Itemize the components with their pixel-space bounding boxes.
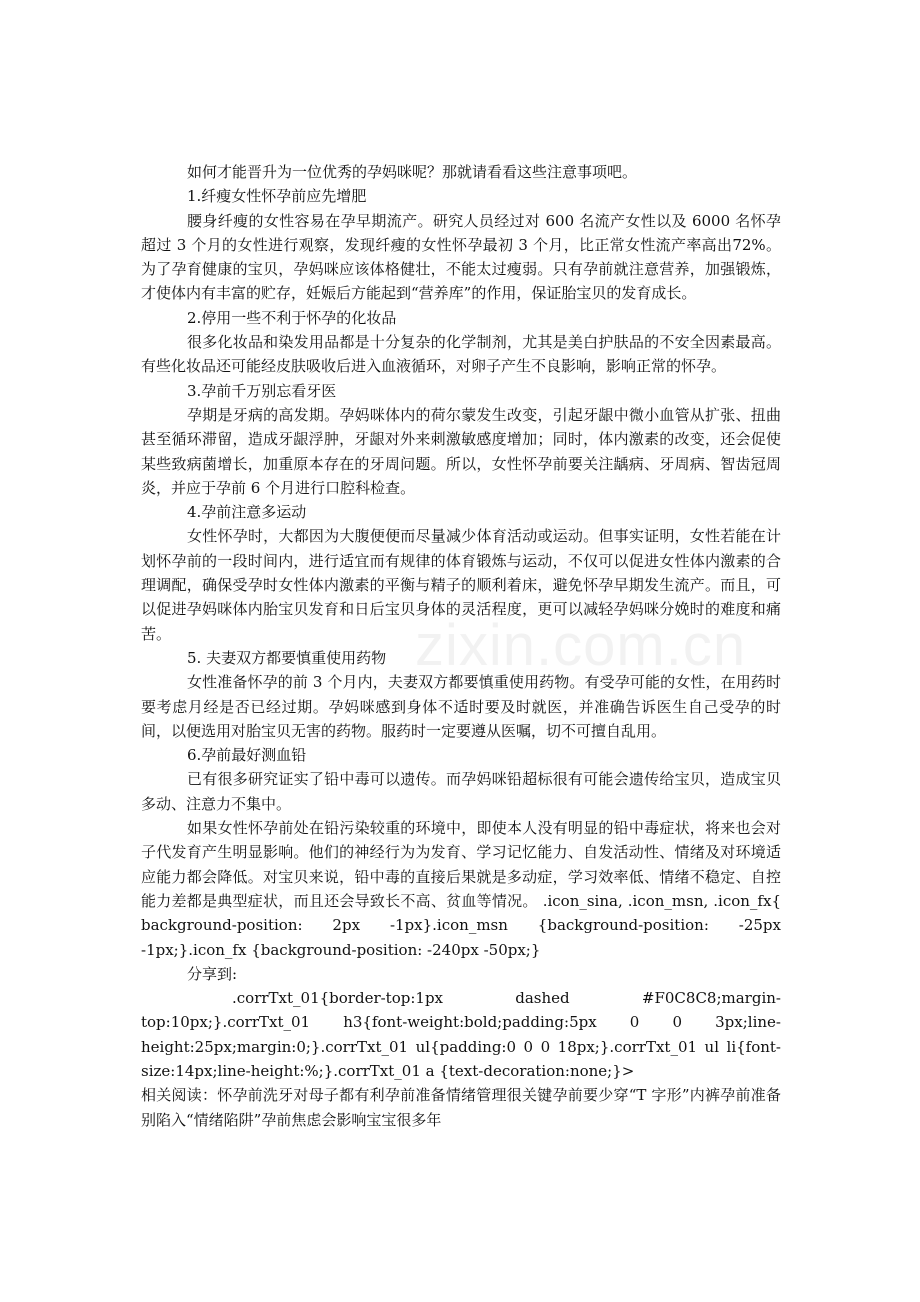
- section-heading: 4.孕前注意多运动: [187, 503, 307, 522]
- section-heading: 6.孕前最好测血铅: [187, 746, 307, 765]
- section-paragraph: 腰身纤瘦的女性容易在孕早期流产。研究人员经过对 600 名流产女性以及 6000 名怀孕超过 3 个月的女性进行观察，发现纤瘦的女性怀孕最初 3 个月，比正常女性流产率高出72%。为了孕育健康的宝贝，孕妈咪应该体格健壮，不能太过瘦弱。只有孕前就注意营养，加强锻炼，才使体内有丰富的贮存，妊娠后方能起到“营养库”的作用，保证胎宝贝的发育成长。: [141, 211, 781, 303]
- section-heading: 1.纤瘦女性怀孕前应先增肥: [187, 187, 367, 206]
- section-paragraph: 很多化妆品和染发用品都是十分复杂的化学制剂，尤其是美白护肤品的不安全因素最高。有些化妆品还可能经皮肤吸收后进入血液循环，对卵子产生不良影响，影响正常的怀孕。: [141, 333, 781, 376]
- section-heading: 3.孕前千万别忘看牙医: [187, 381, 337, 400]
- section-paragraph: 女性怀孕时，大都因为大腹便便而尽量减少体育活动或运动。但事实证明，女性若能在计划怀孕前的一段时间内，进行适宜而有规律的体育锻炼与运动，不仅可以促进女性体内激素的合理调配，确保受孕时女性体内激素的平衡与精子的顺利着床，避免怀孕早期发生流产。而且，可以促进孕妈咪体内胎宝贝发育和日后宝贝身体的灵活程度，更可以减轻孕妈咪分娩时的难度和痛苦。: [141, 527, 781, 643]
- css-junk-text: .corrTxt_01{border-top:1px dashed #F0C8C8;margin-top:10px;}.corrTxt_01 h3{font-weight:bold;padding:5px 0 0 3px;line-height:25px;margin:0;}.corrTxt_01 ul{padding:0 0 0 18px;}.corrTxt_01 ul li{font-size:14px;line-height:%;}.corrTxt_01 a {text-decoration:none;}>: [141, 989, 781, 1080]
- section-paragraph: 已有很多研究证实了铅中毒可以遗传。而孕妈咪铅超标很有可能会遗传给宝贝，造成宝贝多动、注意力不集中。: [141, 770, 781, 813]
- related-reading: 相关阅读：怀孕前洗牙对母子都有利孕前准备情绪管理很关键孕前要少穿“T 字形”内裤孕前准备别陷入“情绪陷阱”孕前焦虑会影响宝宝很多年: [141, 1086, 781, 1129]
- section-paragraph: 女性准备怀孕的前 3 个月内，夫妻双方都要慎重使用药物。有受孕可能的女性，在用药时要考虑月经是否已经过期。孕妈咪感到身体不适时要及时就医，并准确告诉医生自己受孕的时间，以便选用对胎宝贝无害的药物。服药时一定要遵从医嘱，切不可擅自乱用。: [141, 673, 781, 740]
- document-page: [141, 160, 781, 1132]
- section-heading: 5. 夫妻双方都要慎重使用药物: [187, 648, 387, 667]
- intro-paragraph: 如何才能晋升为一位优秀的孕妈咪呢？那就请看看这些注意事项吧。: [187, 163, 638, 181]
- watermark: zixin.com.cn: [415, 613, 747, 678]
- section-paragraph: 如果女性怀孕前处在铅污染较重的环境中，即使本人没有明显的铅中毒症状，将来也会对子代发育产生明显影响。他们的神经行为为发育、学习记忆能力、自发活动性、情绪及对环境适应能力都会降低。对宝贝来说，铅中毒的直接后果就是多动症，学习效率低、情绪不稳定、自控能力差都是典型症状，而且还会导致长不高、贫血等情况。 .icon_sina, .icon_msn, .icon_fx{ background-position: 2px -1px}.icon_msn {background-position: -25px -1px;}.icon_fx {background-position: -240px -50px;}: [141, 819, 781, 959]
- share-label: 分享到:: [187, 964, 238, 983]
- section-paragraph: 孕期是牙病的高发期。孕妈咪体内的荷尔蒙发生改变，引起牙龈中微小血管从扩张、扭曲甚至循环滞留，造成牙龈浮肿，牙龈对外来刺激敏感度增加；同时，体内激素的改变，还会促使某些致病菌增长，加重原本存在的牙周问题。所以，女性怀孕前要关注龋病、牙周病、智齿冠周炎，并应于孕前 6 个月进行口腔科检查。: [141, 405, 781, 497]
- section-heading: 2.停用一些不利于怀孕的化妆品: [187, 308, 397, 327]
